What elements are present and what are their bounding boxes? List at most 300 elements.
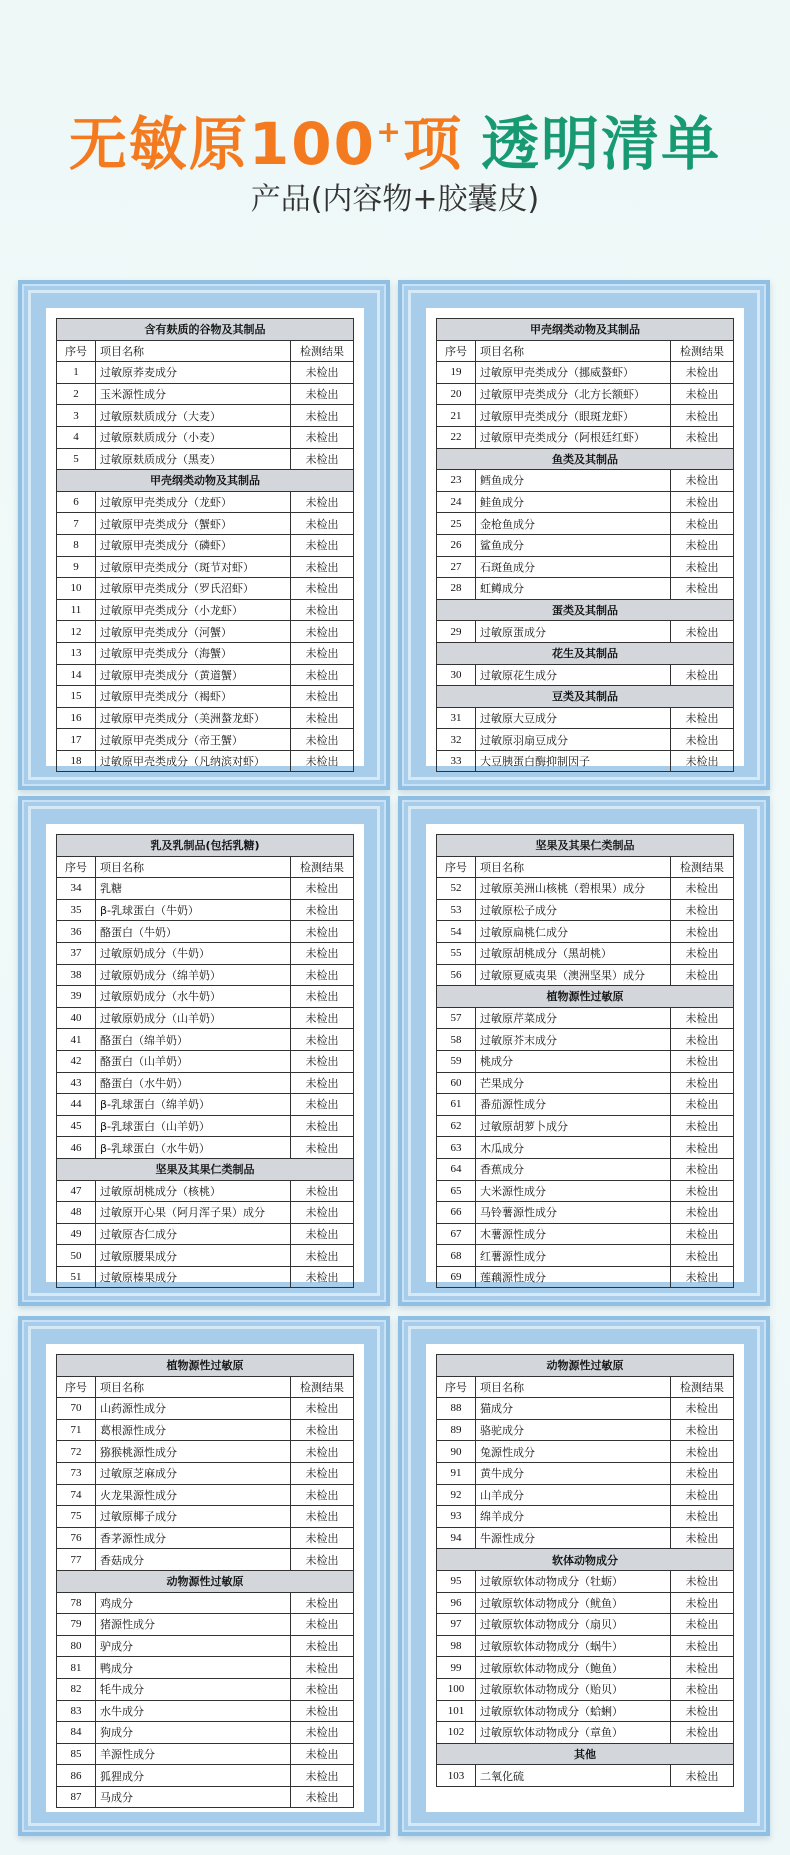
row-number: 31 [437, 707, 476, 729]
table-row [57, 383, 354, 405]
page-header [0, 0, 790, 270]
row-number: 71 [57, 1419, 96, 1441]
test-result: 未检出 [290, 1050, 353, 1072]
allergen-table [436, 318, 734, 772]
table-row [437, 1050, 734, 1072]
row-number: 64 [437, 1158, 476, 1180]
row-number: 42 [57, 1050, 96, 1072]
table-row [57, 1094, 354, 1116]
row-number: 7 [57, 513, 96, 535]
item-name: 过敏原软体动物成分（鱿鱼） [476, 1592, 671, 1614]
test-result: 未检出 [670, 426, 733, 448]
table-row [437, 1158, 734, 1180]
row-number: 98 [437, 1635, 476, 1657]
table-row [437, 1527, 734, 1549]
item-name: 酪蛋白（水牛奶） [96, 1072, 291, 1094]
test-result: 未检出 [670, 491, 733, 513]
row-number: 35 [57, 899, 96, 921]
section-title: 含有麸质的谷物及其制品 [57, 319, 354, 341]
item-name: 过敏原胡桃成分（黑胡桃） [476, 942, 671, 964]
row-number: 76 [57, 1527, 96, 1549]
table-row [57, 1266, 354, 1288]
test-result: 未检出 [671, 1158, 734, 1180]
row-number: 57 [437, 1007, 476, 1029]
test-result: 未检出 [290, 750, 353, 772]
table-row [437, 1419, 734, 1441]
item-name: 过敏原甲壳类成分（眼斑龙虾） [476, 405, 671, 427]
table-row [57, 491, 354, 513]
table-row [57, 1137, 354, 1159]
item-name: 过敏原奶成分（山羊奶） [96, 1007, 291, 1029]
row-number: 100 [437, 1678, 476, 1700]
test-result: 未检出 [290, 1072, 353, 1094]
test-result: 未检出 [670, 621, 733, 643]
row-number: 26 [437, 534, 476, 556]
section-title: 蛋类及其制品 [437, 599, 734, 621]
section-title: 植物源性过敏原 [57, 1355, 354, 1377]
table-row [437, 1722, 734, 1744]
item-name: 过敏原腰果成分 [96, 1245, 291, 1267]
item-name: 狗成分 [96, 1722, 291, 1744]
item-name: 芒果成分 [476, 1072, 671, 1094]
test-result: 未检出 [290, 1700, 353, 1722]
section-header [437, 1355, 734, 1377]
row-number: 55 [437, 942, 476, 964]
row-number: 54 [437, 921, 476, 943]
row-number: 90 [437, 1441, 476, 1463]
allergen-table [436, 1354, 734, 1787]
test-result: 未检出 [290, 1266, 353, 1288]
item-name: 过敏原芥末成分 [476, 1029, 671, 1051]
item-name: 过敏原麸质成分（大麦） [96, 405, 291, 427]
section-header [57, 1158, 354, 1180]
row-number: 2 [57, 383, 96, 405]
test-result: 未检出 [670, 1484, 733, 1506]
item-name: 过敏原芹菜成分 [476, 1007, 671, 1029]
section-title: 豆类及其制品 [437, 686, 734, 708]
item-name: 牦牛成分 [96, 1678, 291, 1700]
column-header-no: 序号 [437, 340, 476, 362]
item-name: 骆驼成分 [476, 1419, 671, 1441]
column-header-result: 检测结果 [290, 856, 353, 878]
test-result: 未检出 [290, 1592, 353, 1614]
column-header-result: 检测结果 [671, 856, 734, 878]
item-name: 过敏原榛果成分 [96, 1266, 291, 1288]
test-result: 未检出 [290, 1419, 353, 1441]
test-result: 未检出 [671, 964, 734, 986]
section-title: 植物源性过敏原 [437, 986, 734, 1008]
test-result: 未检出 [290, 1506, 353, 1528]
row-number: 81 [57, 1657, 96, 1679]
table-row [437, 1592, 734, 1614]
item-name: 葛根源性成分 [96, 1419, 291, 1441]
item-name: 过敏原软体动物成分（蛤蜊） [476, 1700, 671, 1722]
row-number: 75 [57, 1506, 96, 1528]
row-number: 103 [437, 1765, 476, 1787]
test-result: 未检出 [290, 1743, 353, 1765]
test-result: 未检出 [670, 664, 733, 686]
table-row [437, 878, 734, 900]
table-row [57, 1419, 354, 1441]
item-name: 过敏原胡桃成分（核桃） [96, 1180, 291, 1202]
row-number: 52 [437, 878, 476, 900]
page-title [0, 98, 790, 179]
item-name: 山羊成分 [476, 1484, 671, 1506]
row-number: 51 [57, 1266, 96, 1288]
row-number: 84 [57, 1722, 96, 1744]
item-name: 过敏原美洲山核桃（碧根果）成分 [476, 878, 671, 900]
row-number: 25 [437, 513, 476, 535]
test-result: 未检出 [290, 1029, 353, 1051]
table-row [437, 1765, 734, 1787]
test-result: 未检出 [290, 729, 353, 751]
table-row [57, 707, 354, 729]
item-name: 火龙果源性成分 [96, 1484, 291, 1506]
item-name: 过敏原麸质成分（小麦） [96, 426, 291, 448]
row-number: 28 [437, 578, 476, 600]
test-result: 未检出 [290, 686, 353, 708]
test-result: 未检出 [290, 1786, 353, 1808]
test-result: 未检出 [670, 1462, 733, 1484]
table-row [437, 1072, 734, 1094]
table-row [437, 750, 734, 772]
test-result: 未检出 [670, 707, 733, 729]
test-result: 未检出 [670, 1765, 733, 1787]
row-number: 62 [437, 1115, 476, 1137]
test-result: 未检出 [290, 534, 353, 556]
row-number: 27 [437, 556, 476, 578]
section-header [57, 470, 354, 492]
row-number: 19 [437, 362, 476, 384]
item-name: 过敏原甲壳类成分（美洲螯龙虾） [96, 707, 291, 729]
test-result: 未检出 [670, 1398, 733, 1420]
table-row [57, 942, 354, 964]
table-row [57, 1115, 354, 1137]
test-result: 未检出 [290, 1094, 353, 1116]
column-header-name: 项目名称 [476, 340, 671, 362]
table-row [57, 1484, 354, 1506]
item-name: 香菇成分 [96, 1549, 291, 1571]
table-row [57, 642, 354, 664]
section-title: 其他 [437, 1743, 734, 1765]
test-result: 未检出 [290, 1549, 353, 1571]
item-name: 过敏原甲壳类成分（海蟹） [96, 642, 291, 664]
row-number: 89 [437, 1419, 476, 1441]
table-row [437, 921, 734, 943]
section-header [57, 835, 354, 857]
table-row [57, 1245, 354, 1267]
test-result: 未检出 [670, 1570, 733, 1592]
table-row [437, 362, 734, 384]
item-name: 猕猴桃源性成分 [96, 1441, 291, 1463]
table-row [437, 1678, 734, 1700]
item-name: 红薯源性成分 [476, 1245, 671, 1267]
column-header-no: 序号 [57, 1376, 96, 1398]
row-number: 95 [437, 1570, 476, 1592]
table-row [57, 1549, 354, 1571]
table-row [437, 1266, 734, 1288]
column-header-row [57, 856, 354, 878]
test-result: 未检出 [671, 899, 734, 921]
item-name: 过敏原软体动物成分（贻贝） [476, 1678, 671, 1700]
table-row [57, 1614, 354, 1636]
item-name: 过敏原花生成分 [476, 664, 671, 686]
item-name: 过敏原甲壳类成分（帝王蟹） [96, 729, 291, 751]
test-result: 未检出 [290, 1614, 353, 1636]
row-number: 9 [57, 556, 96, 578]
test-result: 未检出 [290, 986, 353, 1008]
item-name: 山药源性成分 [96, 1398, 291, 1420]
row-number: 20 [437, 383, 476, 405]
item-name: 过敏原软体动物成分（扇贝） [476, 1614, 671, 1636]
row-number: 83 [57, 1700, 96, 1722]
table-row [437, 942, 734, 964]
table-row [57, 1050, 354, 1072]
test-result: 未检出 [671, 1223, 734, 1245]
item-name: β-乳球蛋白（绵羊奶） [96, 1094, 291, 1116]
test-result: 未检出 [670, 534, 733, 556]
row-number: 34 [57, 878, 96, 900]
row-number: 23 [437, 470, 476, 492]
test-result: 未检出 [670, 1678, 733, 1700]
section-header [437, 686, 734, 708]
test-result: 未检出 [670, 1635, 733, 1657]
item-name: 过敏原软体动物成分（鲍鱼） [476, 1657, 671, 1679]
row-number: 93 [437, 1506, 476, 1528]
item-name: 酪蛋白（山羊奶） [96, 1050, 291, 1072]
table-row [57, 1223, 354, 1245]
section-header [57, 1355, 354, 1377]
row-number: 37 [57, 942, 96, 964]
test-result: 未检出 [290, 491, 353, 513]
item-name: 过敏原甲壳类成分（蟹虾） [96, 513, 291, 535]
item-name: 猪源性成分 [96, 1614, 291, 1636]
item-name: 乳糖 [96, 878, 291, 900]
column-header-row [57, 1376, 354, 1398]
column-header-no: 序号 [437, 1376, 476, 1398]
item-name: 莲藕源性成分 [476, 1266, 671, 1288]
test-result: 未检出 [290, 1223, 353, 1245]
test-result: 未检出 [670, 578, 733, 600]
column-header-name: 项目名称 [96, 340, 291, 362]
item-name: 过敏原荞麦成分 [96, 362, 291, 384]
section-header [437, 1549, 734, 1571]
row-number: 74 [57, 1484, 96, 1506]
table-row [57, 405, 354, 427]
test-result: 未检出 [671, 878, 734, 900]
section-header [437, 986, 734, 1008]
allergen-table [436, 834, 734, 1288]
table-row [57, 599, 354, 621]
column-header-row [437, 1376, 734, 1398]
item-name: 兔源性成分 [476, 1441, 671, 1463]
section-header [57, 319, 354, 341]
table-row [437, 1570, 734, 1592]
table-row [437, 513, 734, 535]
row-number: 47 [57, 1180, 96, 1202]
section-header [437, 319, 734, 341]
test-result: 未检出 [670, 1657, 733, 1679]
table-row [57, 1592, 354, 1614]
test-result: 未检出 [671, 1115, 734, 1137]
table-row [437, 1700, 734, 1722]
item-name: 木瓜成分 [476, 1137, 671, 1159]
test-result: 未检出 [671, 921, 734, 943]
section-header [57, 1570, 354, 1592]
row-number: 67 [437, 1223, 476, 1245]
panel-frame-2 [398, 280, 770, 790]
column-header-name: 项目名称 [96, 1376, 291, 1398]
table-row [57, 1180, 354, 1202]
column-header-name: 项目名称 [476, 856, 671, 878]
item-name: 猫成分 [476, 1398, 671, 1420]
row-number: 91 [437, 1462, 476, 1484]
item-name: 过敏原羽扇豆成分 [476, 729, 671, 751]
row-number: 70 [57, 1398, 96, 1420]
item-name: 过敏原芝麻成分 [96, 1462, 291, 1484]
table-row [57, 1007, 354, 1029]
table-row [437, 1657, 734, 1679]
row-number: 88 [437, 1398, 476, 1420]
test-result: 未检出 [670, 1614, 733, 1636]
table-row [57, 426, 354, 448]
panel-frame-6 [398, 1316, 770, 1836]
table-row [437, 534, 734, 556]
table-row [57, 534, 354, 556]
item-name: β-乳球蛋白（牛奶） [96, 899, 291, 921]
table-row [437, 470, 734, 492]
column-header-no: 序号 [57, 340, 96, 362]
row-number: 41 [57, 1029, 96, 1051]
table-row [437, 491, 734, 513]
row-number: 87 [57, 1786, 96, 1808]
row-number: 10 [57, 578, 96, 600]
row-number: 96 [437, 1592, 476, 1614]
panel-sheet [426, 308, 744, 769]
row-number: 16 [57, 707, 96, 729]
item-name: 过敏原夏威夷果（澳洲坚果）成分 [476, 964, 671, 986]
item-name: 大豆胰蛋白酶抑制因子 [476, 750, 671, 772]
item-name: 虹鳟成分 [476, 578, 671, 600]
test-result: 未检出 [670, 556, 733, 578]
test-result: 未检出 [670, 1419, 733, 1441]
test-result: 未检出 [290, 1398, 353, 1420]
test-result: 未检出 [290, 1657, 353, 1679]
item-name: 鲨鱼成分 [476, 534, 671, 556]
table-row [57, 1722, 354, 1744]
row-number: 39 [57, 986, 96, 1008]
panel-sheet [46, 824, 364, 1285]
row-number: 5 [57, 448, 96, 470]
item-name: 鳕鱼成分 [476, 470, 671, 492]
test-result: 未检出 [670, 750, 733, 772]
test-result: 未检出 [670, 1506, 733, 1528]
row-number: 63 [437, 1137, 476, 1159]
test-result: 未检出 [290, 1115, 353, 1137]
item-name: 番茄源性成分 [476, 1094, 671, 1116]
page-subtitle: 产品(内容物+胶囊皮) [250, 182, 540, 217]
test-result: 未检出 [290, 1202, 353, 1224]
table-row [57, 686, 354, 708]
item-name: 牛源性成分 [476, 1527, 671, 1549]
section-title: 动物源性过敏原 [437, 1355, 734, 1377]
row-number: 61 [437, 1094, 476, 1116]
table-row [57, 899, 354, 921]
panel-frame-3 [18, 796, 390, 1306]
row-number: 60 [437, 1072, 476, 1094]
section-title: 鱼类及其制品 [437, 448, 734, 470]
test-result: 未检出 [290, 1722, 353, 1744]
test-result: 未检出 [671, 1202, 734, 1224]
test-result: 未检出 [290, 513, 353, 535]
test-result: 未检出 [290, 899, 353, 921]
table-row [437, 578, 734, 600]
allergen-table [56, 834, 354, 1288]
row-number: 30 [437, 664, 476, 686]
section-title: 乳及乳制品(包括乳糖) [57, 835, 354, 857]
row-number: 99 [437, 1657, 476, 1679]
row-number: 14 [57, 664, 96, 686]
test-result: 未检出 [670, 1722, 733, 1744]
table-row [437, 899, 734, 921]
row-number: 1 [57, 362, 96, 384]
table-row [57, 1657, 354, 1679]
row-number: 18 [57, 750, 96, 772]
row-number: 33 [437, 750, 476, 772]
section-header [437, 599, 734, 621]
table-row [57, 729, 354, 751]
item-name: 酪蛋白（绵羊奶） [96, 1029, 291, 1051]
item-name: 鲑鱼成分 [476, 491, 671, 513]
row-number: 82 [57, 1678, 96, 1700]
test-result: 未检出 [290, 1441, 353, 1463]
test-result: 未检出 [290, 707, 353, 729]
item-name: 二氧化硫 [476, 1765, 671, 1787]
table-row [57, 1029, 354, 1051]
test-result: 未检出 [670, 470, 733, 492]
row-number: 101 [437, 1700, 476, 1722]
panel-frame-5 [18, 1316, 390, 1836]
section-header [437, 835, 734, 857]
table-row [57, 1786, 354, 1808]
test-result: 未检出 [290, 1180, 353, 1202]
row-number: 56 [437, 964, 476, 986]
item-name: 过敏原蛋成分 [476, 621, 671, 643]
panel-sheet [46, 308, 364, 769]
table-row [57, 1462, 354, 1484]
test-result: 未检出 [290, 642, 353, 664]
column-header-result: 检测结果 [290, 1376, 353, 1398]
table-row [437, 1635, 734, 1657]
table-row [437, 1441, 734, 1463]
table-row [57, 556, 354, 578]
row-number: 6 [57, 491, 96, 513]
table-row [437, 556, 734, 578]
row-number: 11 [57, 599, 96, 621]
item-name: 木薯源性成分 [476, 1223, 671, 1245]
row-number: 102 [437, 1722, 476, 1744]
test-result: 未检出 [290, 942, 353, 964]
row-number: 58 [437, 1029, 476, 1051]
table-row [437, 1180, 734, 1202]
item-name: 鸡成分 [96, 1592, 291, 1614]
item-name: 过敏原甲壳类成分（凡纳滨对虾） [96, 750, 291, 772]
test-result: 未检出 [290, 964, 353, 986]
row-number: 69 [437, 1266, 476, 1288]
item-name: β-乳球蛋白（山羊奶） [96, 1115, 291, 1137]
row-number: 44 [57, 1094, 96, 1116]
test-result: 未检出 [671, 942, 734, 964]
